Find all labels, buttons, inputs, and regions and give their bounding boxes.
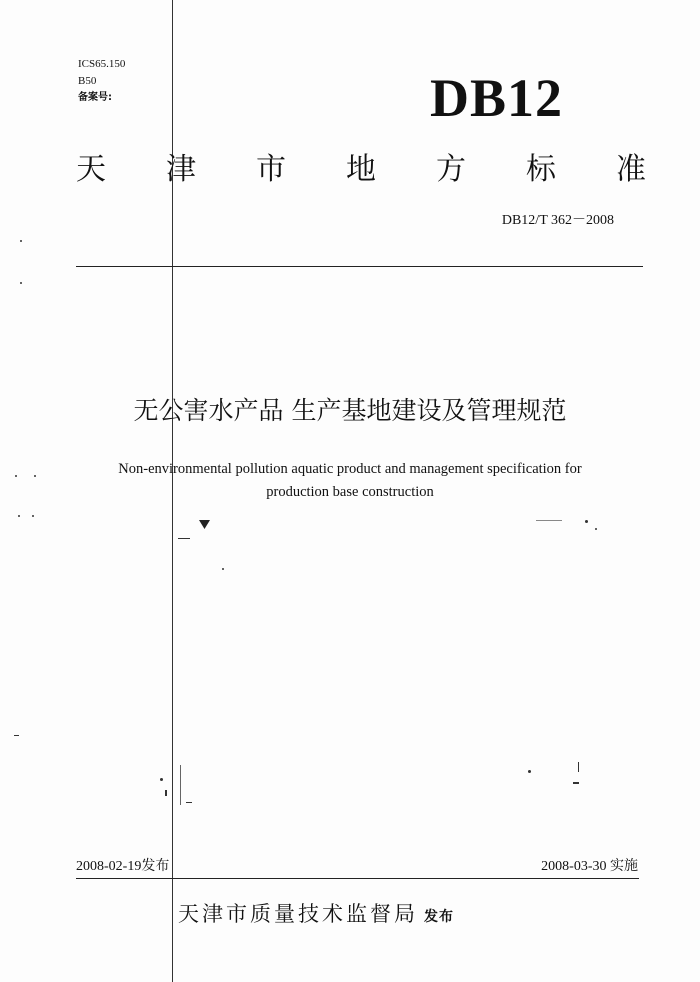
footer-divider (76, 878, 639, 879)
scan-speck (573, 782, 579, 784)
scan-speck (160, 778, 163, 781)
scan-speck (15, 475, 17, 477)
standard-type-char: 市 (256, 152, 286, 187)
implement-date-label: 实施 (610, 858, 638, 874)
publish-date (76, 856, 169, 877)
scan-speck (536, 520, 562, 521)
scan-speck (14, 735, 19, 736)
ics-code: ICS65.150 (78, 58, 126, 70)
publish-date-label: 发布 (141, 858, 170, 874)
standard-type-char: 方 (436, 152, 466, 187)
scan-speck (18, 515, 20, 517)
scan-speck (186, 802, 192, 803)
scan-speck (180, 765, 181, 805)
scan-speck (528, 770, 531, 773)
scan-speck (34, 475, 36, 477)
standard-type-char: 标 (526, 152, 556, 187)
scan-speck (585, 520, 588, 523)
scan-speck (595, 528, 597, 530)
scan-speck (165, 790, 167, 796)
publish-date-value: 2008-02-19 (76, 859, 142, 874)
document-title-cn: 无公害水产品 生产基地建设及管理规范 (133, 396, 567, 425)
scan-speck (222, 568, 224, 570)
standard-code-logo: DB12 (430, 68, 564, 128)
document-title-en-line1: Non-environmental pollution aquatic product and management specification for (118, 461, 582, 477)
issuer-name: 天津市质量技术监督局 (178, 902, 418, 926)
standard-number: DB12/T 362－2008 (501, 213, 614, 228)
scan-speck (32, 515, 34, 517)
standard-type-char: 天 (76, 152, 106, 187)
scan-speck (20, 282, 22, 284)
record-number-label: 备案号: (78, 92, 112, 103)
header-divider (76, 266, 643, 267)
scan-arrow-mark (199, 520, 211, 530)
scan-speck (178, 538, 190, 539)
issuer-suffix: 发布 (424, 909, 454, 925)
document-title-en-line2: production base construction (266, 484, 434, 500)
implement-date (541, 856, 638, 877)
scan-speck (578, 762, 579, 772)
issuing-authority (178, 898, 454, 933)
standard-type-char: 津 (166, 152, 196, 187)
category-code: B50 (78, 75, 97, 87)
scan-speck (20, 240, 22, 242)
standard-type-char: 准 (616, 152, 646, 187)
standard-type (76, 150, 646, 190)
implement-date-value: 2008-03-30 (541, 859, 607, 874)
standard-type-char: 地 (346, 152, 376, 187)
